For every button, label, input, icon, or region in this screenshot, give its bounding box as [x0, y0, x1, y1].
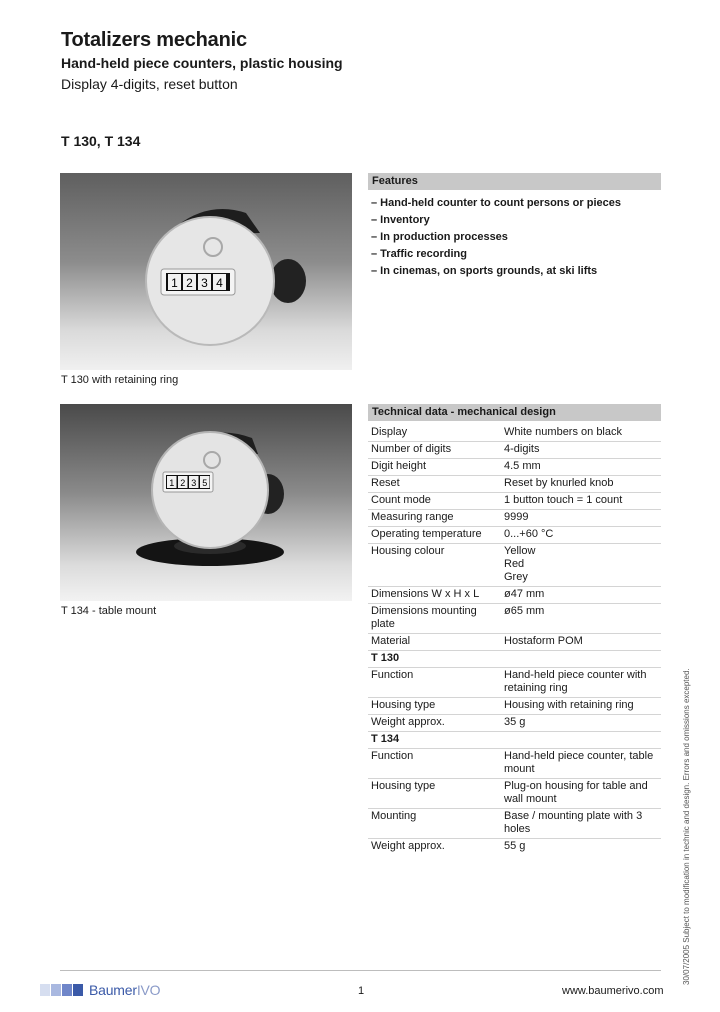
- section-row-t130: [368, 651, 661, 668]
- table-row: [368, 698, 661, 715]
- feature-item: – In cinemas, on sports grounds, at ski lifts: [371, 265, 598, 277]
- spec-key: Housing type: [368, 779, 501, 809]
- table-row: [368, 749, 661, 779]
- spec-value: 55 g: [504, 840, 526, 852]
- counter-digit: 3: [201, 276, 208, 290]
- spec-key: Weight approx.: [368, 715, 501, 732]
- spec-key: Function: [368, 668, 501, 698]
- reset-knob: [270, 259, 306, 303]
- spec-key: Weight approx.: [371, 840, 445, 852]
- spec-key: Reset: [368, 476, 501, 493]
- spec-value: 1 button touch = 1 count: [501, 493, 661, 510]
- footer-divider: [60, 970, 661, 971]
- table-row: [368, 604, 661, 634]
- features-heading: Features: [368, 173, 661, 190]
- counter-illustration-t134: [60, 404, 352, 601]
- spec-value: Reset by knurled knob: [501, 476, 661, 493]
- feature-item: – Traffic recording: [371, 248, 467, 260]
- table-row: [368, 809, 661, 839]
- feature-item: – Inventory: [371, 214, 430, 226]
- counter-digit: 5: [202, 478, 208, 488]
- page-title: Totalizers mechanic: [61, 29, 247, 51]
- spec-value: White numbers on black: [501, 425, 661, 442]
- spec-key: Dimensions W x H x L: [368, 587, 501, 604]
- feature-item: – Hand-held counter to count persons or pieces: [371, 197, 621, 209]
- table-row: [368, 587, 661, 604]
- counter-digit: 3: [191, 478, 197, 488]
- spec-value: Plug-on housing for table and wall mount: [501, 779, 661, 809]
- technical-data-heading: Technical data - mechanical design: [368, 404, 661, 421]
- spec-key: Number of digits: [368, 442, 501, 459]
- spec-value: 9999: [501, 510, 661, 527]
- feature-item: – In production processes: [371, 231, 508, 243]
- spec-value: ø47 mm: [501, 587, 661, 604]
- spec-value: ø65 mm: [501, 604, 661, 634]
- model-heading: T 130, T 134: [61, 133, 141, 149]
- spec-value: Housing with retaining ring: [501, 698, 661, 715]
- spec-key: Housing type: [368, 698, 501, 715]
- counter-illustration-t130: [60, 173, 352, 370]
- table-row: [368, 544, 661, 587]
- table-row: [368, 459, 661, 476]
- table-row: [368, 510, 661, 527]
- counter-digit: 1: [169, 478, 175, 488]
- counter-digit: 2: [186, 276, 193, 290]
- spec-value: 4-digits: [501, 442, 661, 459]
- spec-key: Display: [368, 425, 501, 442]
- legal-sidenote: 30/07/2005 Subject to modification in technic and design. Errors and omissions excepted.: [682, 668, 691, 985]
- spec-value: Yellow Red Grey: [501, 544, 661, 587]
- spec-key: Housing colour: [368, 544, 501, 587]
- counter-digit: 1: [171, 276, 178, 290]
- website-link[interactable]: www.baumerivo.com: [562, 985, 664, 997]
- brand-name: [89, 982, 160, 998]
- spec-key: Operating temperature: [368, 527, 501, 544]
- technical-data-table: [368, 425, 661, 855]
- brand-name-sub: IVO: [136, 982, 161, 998]
- brand-name-main: Baumer: [89, 982, 137, 998]
- table-row: [368, 668, 661, 698]
- spec-key: Count mode: [368, 493, 501, 510]
- section-heading-t134: T 134: [368, 732, 661, 749]
- product-photo-t134: [60, 404, 352, 601]
- page-subtitle-secondary: Display 4-digits, reset button: [61, 76, 238, 92]
- page-subtitle-primary: Hand-held piece counters, plastic housing: [61, 55, 343, 71]
- spec-value: 4.5 mm: [501, 459, 661, 476]
- spec-value: Hand-held piece counter with retaining ring: [501, 668, 661, 698]
- table-row: [368, 493, 661, 510]
- spec-key: Material: [368, 634, 501, 651]
- photo-caption-t134: T 134 - table mount: [61, 605, 157, 617]
- section-heading-t130: T 130: [368, 651, 661, 668]
- section-row-t134: [368, 732, 661, 749]
- page-number: 1: [358, 985, 365, 997]
- spec-value: Hand-held piece counter, table mount: [501, 749, 661, 779]
- spec-key: Function: [368, 749, 501, 779]
- counter-digit: 4: [216, 276, 223, 290]
- spec-value: 0...+60 °C: [501, 527, 661, 544]
- spec-key: Measuring range: [368, 510, 501, 527]
- table-row: [368, 634, 661, 651]
- photo-caption-t130: T 130 with retaining ring: [61, 374, 179, 386]
- table-row: [368, 425, 661, 442]
- spec-key: Mounting: [368, 809, 501, 839]
- product-photo-t130: [60, 173, 352, 370]
- spec-key: Digit height: [368, 459, 501, 476]
- spec-value: Base / mounting plate with 3 holes: [501, 809, 661, 839]
- spec-key: Dimensions mounting plate: [368, 604, 501, 634]
- table-row: [368, 779, 661, 809]
- spec-value: Hostaform POM: [501, 634, 661, 651]
- table-row: [368, 476, 661, 493]
- table-row: [368, 839, 661, 856]
- spec-value: 35 g: [501, 715, 661, 732]
- counter-digit: 2: [180, 478, 186, 488]
- features-list: [371, 196, 621, 281]
- table-row: [368, 442, 661, 459]
- table-row: [368, 715, 661, 732]
- table-row: [368, 527, 661, 544]
